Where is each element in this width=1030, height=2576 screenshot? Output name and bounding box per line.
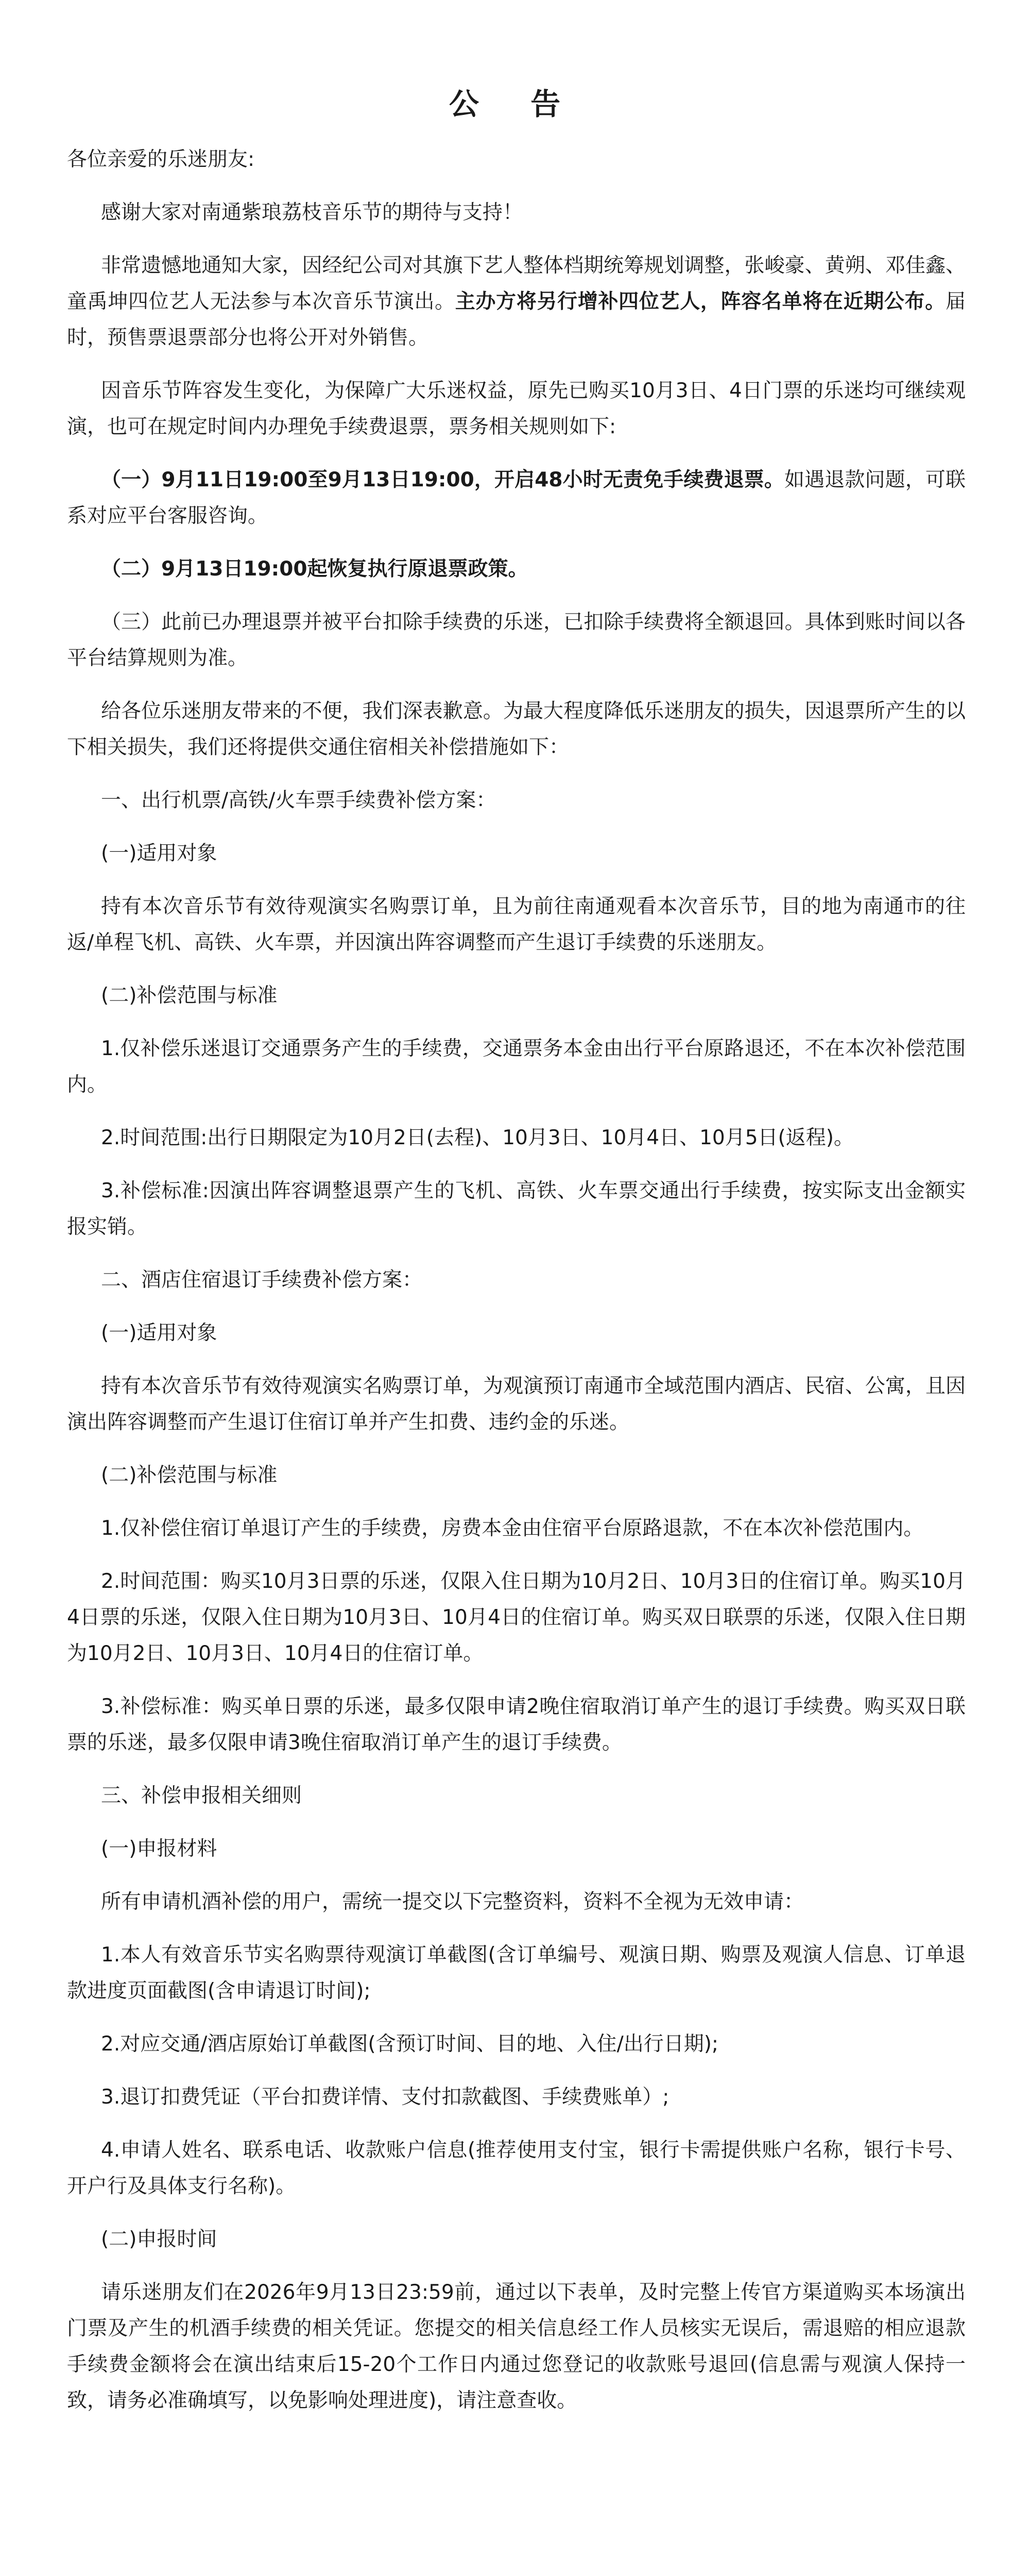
paragraph-refund-intro: 因音乐节阵容发生变化，为保障广大乐迷权益，原先已购买10月3日、4日门票的乐迷均可继续观演，也可在规定时间内办理免手续费退票，票务相关规则如下: bbox=[67, 379, 966, 438]
subheading-transport-scope: (二)补偿范围与标准 bbox=[101, 984, 278, 1007]
hotel-scope-item-3: 3.补偿标准：购买单日票的乐迷，最多仅限申请2晚住宿取消订单产生的退订手续费。购买双日联票的乐迷，最多仅限申请3晚住宿取消订单产生的退订手续费。 bbox=[67, 1695, 966, 1754]
section-heading-hotel: 二、酒店住宿退订手续费补偿方案： bbox=[101, 1268, 423, 1292]
transport-scope-item-2: 2.时间范围:出行日期限定为10月2日(去程)、10月3日、10月4日、10月5日(返程)。 bbox=[101, 1126, 854, 1149]
transport-scope-item-1: 1.仅补偿乐迷退订交通票务产生的手续费，交通票务本金由出行平台原路退还，不在本次补偿范围内。 bbox=[67, 1037, 966, 1096]
lineup-change-bold: 主办方将另行增补四位艺人，阵容名单将在近期公布。 bbox=[455, 290, 946, 313]
section-heading-claims: 三、补偿申报相关细则 bbox=[101, 1784, 302, 1807]
refund-rule-1-tail: 如遇退款问题，可联系对应平台客服咨询。 bbox=[67, 468, 966, 528]
greeting: 各位亲爱的乐迷朋友: bbox=[67, 148, 255, 171]
refund-rule-2-bold: （二）9月13日19:00起恢复执行原退票政策。 bbox=[101, 557, 528, 581]
announcement-body bbox=[67, 142, 966, 2436]
subheading-hotel-scope: (二)补偿范围与标准 bbox=[101, 1464, 278, 1487]
refund-rule-1-bold: （一）9月11日19:00至9月13日19:00，开启48小时无责免手续费退票。 bbox=[101, 468, 784, 492]
claim-material-item-4: 4.申请人姓名、联系电话、收款账户信息(推荐使用支付宝，银行卡需提供账户名称，银行卡号、开户行及具体支行名称)。 bbox=[67, 2139, 966, 2198]
paragraph-refund-rule-1 bbox=[67, 462, 966, 534]
lineup-change-text: 非常遗憾地通知大家，因经纪公司对其旗下艺人整体档期统筹规划调整，张峻豪、黄朔、邓佳鑫、童禹坤四位艺人无法参与本次音乐节演出。 bbox=[67, 254, 966, 313]
subheading-transport-eligibility: (一)适用对象 bbox=[101, 842, 217, 865]
claim-material-item-1: 1.本人有效音乐节实名购票待观演订单截图(含订单编号、观演日期、购票及观演人信息、订单退款进度页面截图(含申请退订时间); bbox=[67, 1943, 966, 2003]
transport-scope-item-3: 3.补偿标准:因演出阵容调整退票产生的飞机、高铁、火车票交通出行手续费，按实际支出金额实报实销。 bbox=[67, 1179, 966, 1239]
paragraph-apology: 给各位乐迷朋友带来的不便，我们深表歉意。为最大程度降低乐迷朋友的损失，因退票所产生的以下相关损失，我们还将提供交通住宿相关补偿措施如下： bbox=[67, 700, 966, 759]
hotel-scope-item-2: 2.时间范围：购买10月3日票的乐迷，仅限入住日期为10月2日、10月3日的住宿订单。购买10月4日票的乐迷，仅限入住日期为10月3日、10月4日的住宿订单。购买双日联票的乐迷，仅限入住日期为10月2日、10月3日、10月4日的住宿订单。 bbox=[67, 1570, 966, 1665]
page-title: 公 告 bbox=[449, 87, 581, 122]
claim-material-item-2: 2.对应交通/酒店原始订单截图(含预订时间、目的地、入住/出行日期); bbox=[101, 2032, 719, 2056]
paragraph-lineup-change bbox=[67, 248, 966, 356]
claim-material-item-3: 3.退订扣费凭证（平台扣费详情、支付扣款截图、手续费账单）; bbox=[101, 2086, 670, 2109]
claim-deadline-text: 请乐迷朋友们在2026年9月13日23:59前，通过以下表单，及时完整上传官方渠道购买本场演出门票及产生的机酒手续费的相关凭证。您提交的相关信息经工作人员核实无误后，需退赔的相应退款手续费金额将会在演出结束后15-20个工作日内通过您登记的收款账号退回(信息需与观演人保持一致，请务必准确填写，以免影响处理进度)，请注意查收。 bbox=[67, 2281, 966, 2412]
hotel-scope-item-1: 1.仅补偿住宿订单退订产生的手续费，房费本金由住宿平台原路退款，不在本次补偿范围内。 bbox=[101, 1517, 924, 1540]
transport-eligibility-text: 持有本次音乐节有效待观演实名购票订单，且为前往南通观看本次音乐节，目的地为南通市的往返/单程飞机、高铁、火车票，并因演出阵容调整而产生退订手续费的乐迷朋友。 bbox=[67, 895, 966, 954]
paragraph-refund-rule-3: （三）此前已办理退票并被平台扣除手续费的乐迷，已扣除手续费将全额退回。具体到账时间以各平台结算规则为准。 bbox=[67, 611, 966, 670]
paragraph-refund-rule-2 bbox=[67, 551, 966, 587]
paragraph-thanks: 感谢大家对南通紫琅荔枝音乐节的期待与支持！ bbox=[101, 201, 523, 224]
subheading-hotel-eligibility: (一)适用对象 bbox=[101, 1321, 217, 1345]
claim-materials-intro: 所有申请机酒补偿的用户，需统一提交以下完整资料，资料不全视为无效申请： bbox=[101, 1890, 804, 1913]
lineup-change-tail: 届时，预售票退票部分也将公开对外销售。 bbox=[67, 290, 966, 349]
subheading-claim-deadline: (二)申报时间 bbox=[101, 2228, 217, 2251]
section-heading-transport: 一、出行机票/高铁/火车票手续费补偿方案： bbox=[101, 789, 496, 812]
subheading-claim-materials: (一)申报材料 bbox=[101, 1837, 217, 1860]
hotel-eligibility-text: 持有本次音乐节有效待观演实名购票订单，为观演预订南通市全域范围内酒店、民宿、公寓，且因演出阵容调整而产生退订住宿订单并产生扣费、违约金的乐迷。 bbox=[67, 1375, 966, 1434]
